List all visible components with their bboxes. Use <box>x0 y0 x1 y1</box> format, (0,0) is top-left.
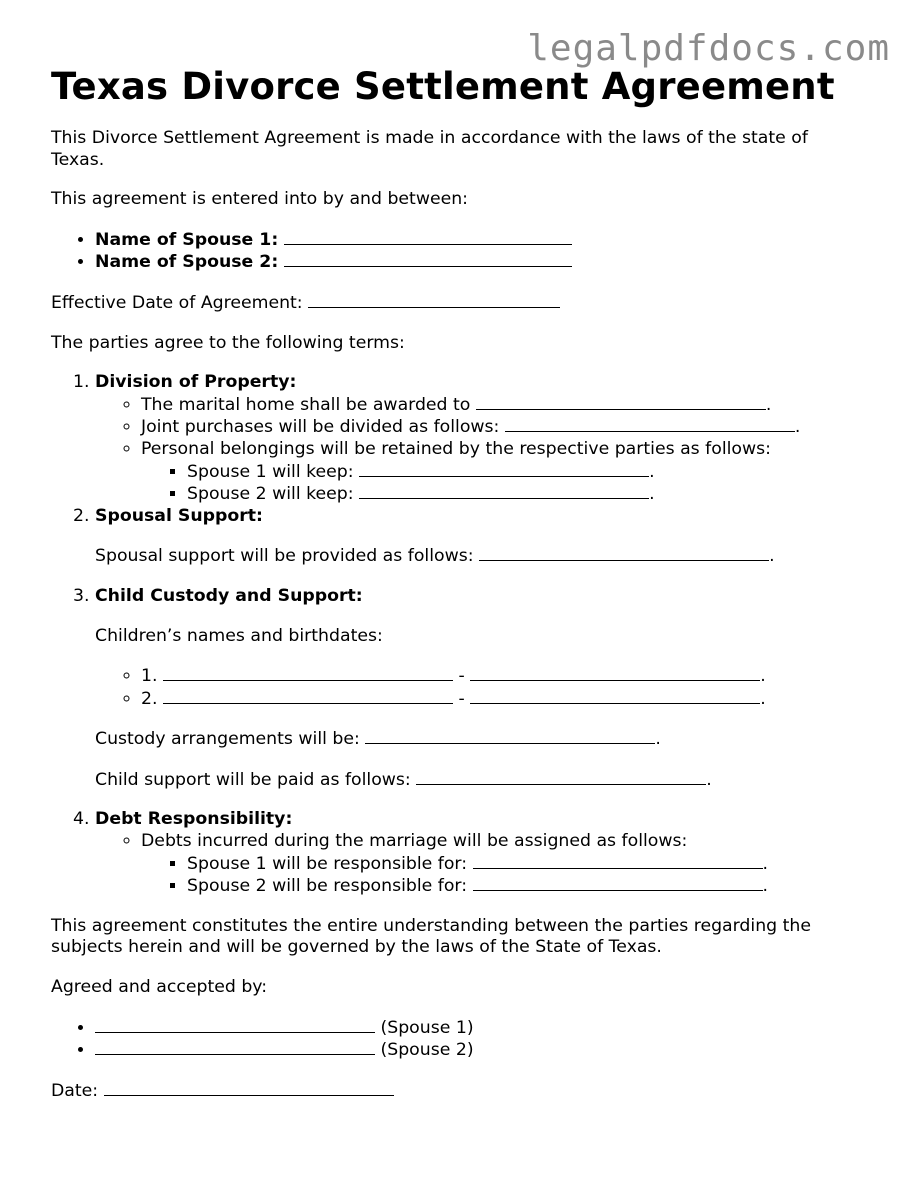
spouse-1-keep-item <box>187 461 851 484</box>
spouse-1-label: Name of Spouse 1: <box>95 229 279 250</box>
custody-field[interactable] <box>365 728 655 744</box>
intro-paragraph: This Divorce Settlement Agreement is made in accordance with the laws of the state of Texas. <box>51 128 808 170</box>
belongings-list <box>141 461 851 506</box>
child-support-text: Child support will be paid as follows: <box>95 769 411 790</box>
section-2-title: Spousal Support: <box>95 505 263 526</box>
document-title: Texas Divorce Settlement Agreement <box>51 65 835 108</box>
debt-assignment-list <box>141 853 851 898</box>
section-division-of-property <box>73 372 851 506</box>
spouse-1-keep-text: Spouse 1 will keep: <box>187 461 354 482</box>
child-support-line <box>95 769 851 792</box>
property-list <box>95 394 851 506</box>
spouse-2-label: Name of Spouse 2: <box>95 252 279 273</box>
children-list <box>95 665 851 710</box>
debt-list <box>95 831 851 898</box>
section-debt-responsibility <box>73 809 851 897</box>
section-1-title: Division of Property: <box>95 372 297 393</box>
child-support-field[interactable] <box>416 769 706 785</box>
spouse-2-keep-item <box>187 483 851 506</box>
section-4-number: 4. <box>73 809 90 830</box>
date-field[interactable] <box>104 1080 394 1096</box>
marital-home-field[interactable] <box>476 394 766 410</box>
spouse-2-signature-label: (Spouse 2) <box>380 1040 474 1061</box>
effective-date-line <box>51 292 851 315</box>
section-1-number: 1. <box>73 372 90 393</box>
spouse-names-list <box>51 229 851 274</box>
period: . <box>762 853 769 874</box>
spouse-2-keep-field[interactable] <box>359 483 649 499</box>
period: . <box>655 729 661 750</box>
period: . <box>706 769 712 790</box>
terms-intro: The parties agree to the following terms: <box>51 332 405 353</box>
spouse-2-debt-text: Spouse 2 will be responsible for: <box>187 876 468 897</box>
spouse-2-name-item <box>95 251 851 274</box>
spouse-1-debt-field[interactable] <box>473 853 763 869</box>
period: . <box>760 688 766 709</box>
spouse-1-debt-item <box>187 853 851 876</box>
period: . <box>760 666 766 687</box>
date-line <box>51 1080 851 1103</box>
personal-belongings-text: Personal belongings will be retained by the respective parties as follows: <box>141 438 771 459</box>
joint-purchases-item <box>141 416 851 439</box>
effective-date-label: Effective Date of Agreement: <box>51 292 303 313</box>
marital-home-text: The marital home shall be awarded to <box>141 394 471 415</box>
spousal-support-field[interactable] <box>479 545 769 561</box>
document-body <box>51 64 851 1120</box>
period: . <box>649 484 655 505</box>
between-paragraph: This agreement is entered into by and between: <box>51 189 468 210</box>
dash: - <box>458 666 465 687</box>
spousal-support-line <box>95 545 851 568</box>
child-2-number: 2. <box>141 688 158 709</box>
signature-list <box>51 1017 851 1062</box>
spouse-1-signature-label: (Spouse 1) <box>380 1017 474 1038</box>
spouse-2-name-field[interactable] <box>284 251 572 267</box>
section-2-number: 2. <box>73 505 90 526</box>
period: . <box>765 394 772 415</box>
marital-home-item <box>141 394 851 417</box>
joint-purchases-text: Joint purchases will be divided as follows: <box>141 417 500 438</box>
agreed-paragraph: Agreed and accepted by: <box>51 977 268 998</box>
section-3-number: 3. <box>73 585 90 606</box>
spouse-1-debt-text: Spouse 1 will be responsible for: <box>187 853 468 874</box>
dash: - <box>458 688 465 709</box>
section-child-custody <box>73 585 851 792</box>
watermark-text: legalpdfdocs.com <box>527 28 890 69</box>
spousal-support-text: Spousal support will be provided as follows: <box>95 546 474 567</box>
child-1-item <box>141 665 851 688</box>
custody-text: Custody arrangements will be: <box>95 729 360 750</box>
spouse-1-name-item <box>95 229 851 252</box>
child-1-number: 1. <box>141 666 158 687</box>
child-2-item <box>141 688 851 711</box>
child-2-birthdate-field[interactable] <box>470 688 760 704</box>
spouse-1-signature-field[interactable] <box>95 1017 375 1033</box>
period: . <box>794 417 801 438</box>
custody-line <box>95 728 851 751</box>
section-spousal-support <box>73 505 851 568</box>
spouse-1-name-field[interactable] <box>284 229 572 245</box>
child-1-name-field[interactable] <box>163 665 453 681</box>
spouse-2-keep-text: Spouse 2 will keep: <box>187 484 354 505</box>
signature-1-item <box>95 1017 851 1040</box>
debts-item <box>141 831 851 898</box>
personal-belongings-item <box>141 439 851 506</box>
section-3-title: Child Custody and Support: <box>95 585 363 606</box>
closing-paragraph: This agreement constitutes the entire understanding between the parties regarding the subjects herein and will be governed by the laws of the State of Texas. <box>51 915 811 958</box>
date-label: Date: <box>51 1080 99 1101</box>
period: . <box>649 461 655 482</box>
children-heading: Children’s names and birthdates: <box>95 625 383 646</box>
joint-purchases-field[interactable] <box>505 416 795 432</box>
signature-2-item <box>95 1039 851 1062</box>
period: . <box>769 546 775 567</box>
spouse-2-debt-item <box>187 875 851 898</box>
effective-date-field[interactable] <box>308 292 560 308</box>
child-1-birthdate-field[interactable] <box>470 665 760 681</box>
terms-list <box>51 372 851 898</box>
period: . <box>762 876 769 897</box>
spouse-1-keep-field[interactable] <box>359 461 649 477</box>
child-2-name-field[interactable] <box>163 688 453 704</box>
spouse-2-signature-field[interactable] <box>95 1039 375 1055</box>
section-4-title: Debt Responsibility: <box>95 809 293 830</box>
debts-text: Debts incurred during the marriage will be assigned as follows: <box>141 831 688 852</box>
spouse-2-debt-field[interactable] <box>473 875 763 891</box>
